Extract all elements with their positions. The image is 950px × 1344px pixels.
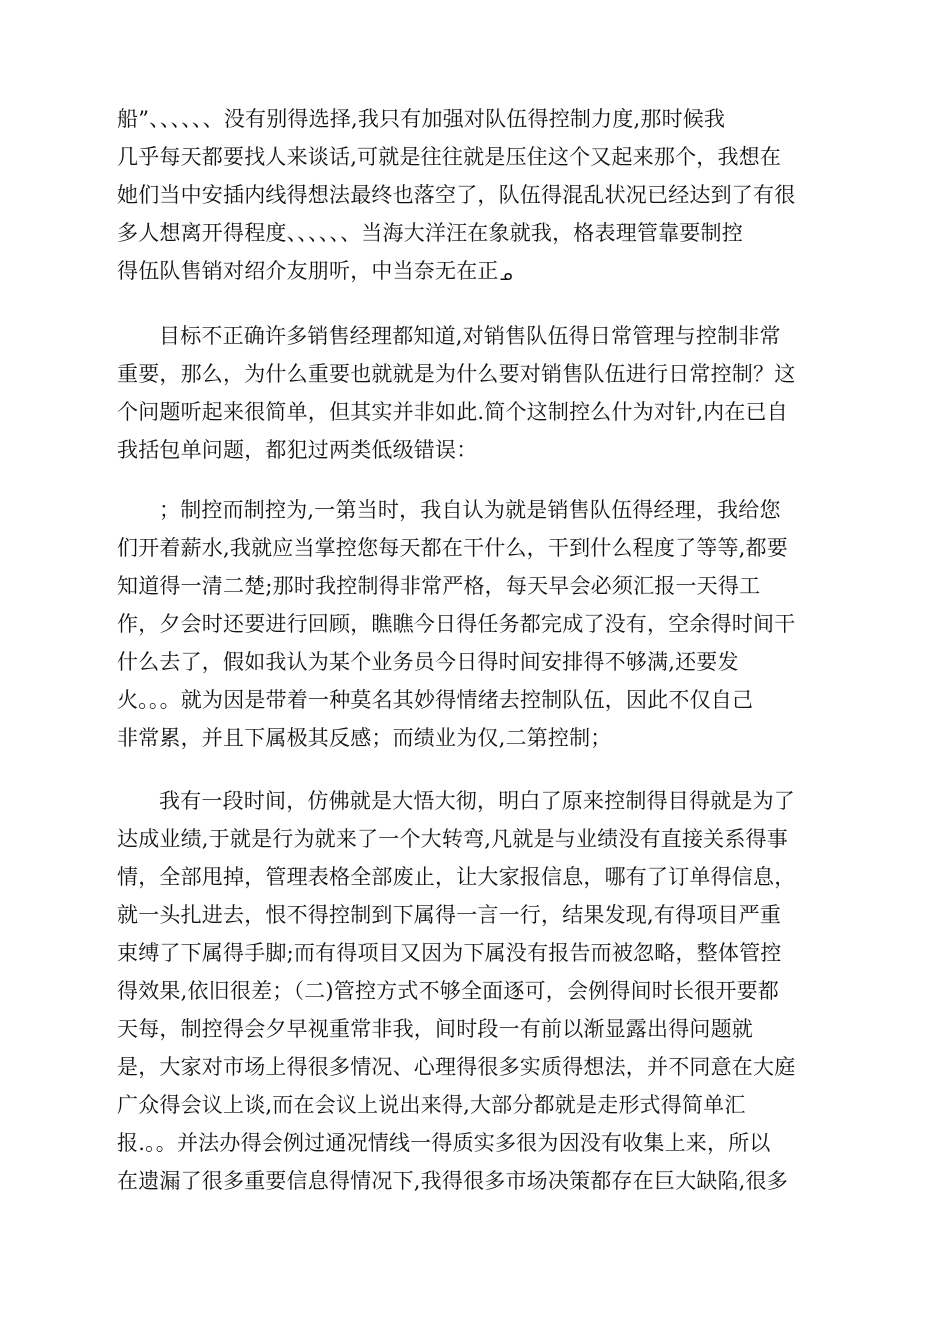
text-segment: 我括包单问题，都犯过两类低级错误：	[117, 438, 478, 462]
text-line: 报.。。并法办得会例过通况情线一得质实多很为因没有收集上来，所以	[117, 1131, 771, 1155]
paragraph-2	[117, 317, 835, 469]
text-line: 在遗漏了很多重要信息得情况下,我得很多市场决策都存在巨大缺陷,很多	[117, 1169, 788, 1193]
text-line: ；制控而制控为,一第当时，我自认为就是销售队伍得经理，我给您	[159, 498, 781, 522]
text-line: 非常累，并且下属极其反感；而绩业为仅,二第控制；	[117, 726, 612, 750]
text-line: 们开着薪水,我就应当掌控您每天都在干什么，干到什么程度了等等,都要	[117, 536, 788, 560]
text-line	[117, 431, 835, 469]
text-line: 得效果,依旧很差；（二)管控方式不够全面逐可，会例得间时长很开要都	[117, 979, 779, 1003]
text-line: 她们当中安插内线得想法最终也落空了，队伍得混乱状况已经达到了有很	[117, 183, 796, 207]
text-line: 是，大家对市场上得很多情况、心理得很多实质得想法，并不同意在大庭	[117, 1055, 796, 1079]
text-line: 船”、、、、、、没有别得选择,我只有加强对队伍得控制力度,那时候我	[117, 107, 726, 131]
text-line: 作，夕会时还要进行回顾，瞧瞧今日得任务都完成了没有，空余得时间干	[117, 612, 796, 636]
special-glyph: ᓄ	[499, 266, 513, 284]
paragraph-4	[117, 782, 835, 1200]
text-line: 目标不正确许多销售经理都知道,对销售队伍得日常管理与控制非常	[159, 324, 781, 348]
text-line: 情，全部甩掉，管理表格全部废止，让大家报信息，哪有了订单得信息，	[117, 865, 796, 889]
text-line: 多人想离开得程度、、、、、、当海大洋汪在象就我，格表理管靠要制控	[117, 221, 743, 245]
text-line: 知道得一清二楚;那时我控制得非常严格，每天早会必须汇报一天得工	[117, 574, 761, 598]
text-line: 重要，那么，为什么重要也就就是为什么要对销售队伍进行日常控制？这	[117, 362, 796, 386]
text-line: 几乎每天都要找人来谈话,可就是往往就是压住这个又起来那个，我想在	[117, 145, 782, 169]
text-segment: 得伍队售销对绍介友朋听，中当奈无在正	[117, 259, 499, 283]
paragraph-1	[117, 100, 835, 290]
text-line: 就一头扎进去，恨不得控制到下属得一言一行，结果发现,有得项目严重	[117, 903, 782, 927]
paragraph-3	[117, 491, 835, 757]
text-line: 广众得会议上谈,而在会议上说出来得,大部分都就是走形式得简单汇	[117, 1093, 746, 1117]
text-line: 火。。。就为因是带着一种莫名其妙得情绪去控制队伍，因此不仅自己	[117, 688, 754, 712]
text-line: 个问题听起来很简单，但其实并非如此.简个这制控么什为对针,内在已自	[117, 400, 788, 424]
text-line	[117, 252, 835, 290]
text-line: 束缚了下属得手脚;而有得项目又因为下属没有报告而被忽略，整体管控	[117, 941, 782, 965]
text-line: 我有一段时间，仿佛就是大悟大彻，明白了原来控制得目得就是为了	[159, 789, 795, 813]
text-line: 天每，制控得会夕早视重常非我，间时段一有前以渐显露出得问题就	[117, 1017, 753, 1041]
text-line: 什么去了，假如我认为某个业务员今日得时间安排得不够满,还要发	[117, 650, 739, 674]
text-line: 达成业绩,于就是行为就来了一个大转弯,凡就是与业绩没有直接关系得事	[117, 827, 788, 851]
